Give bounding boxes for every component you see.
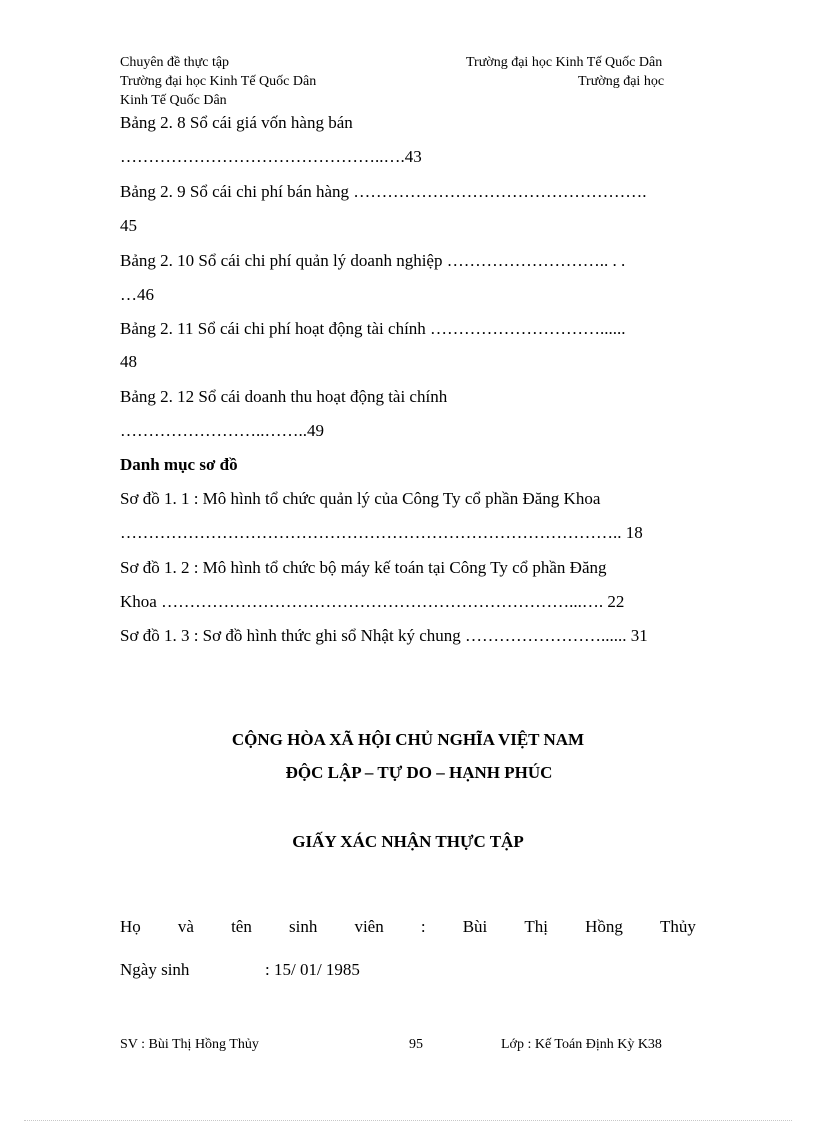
toc-bang-2-9-title: Bảng 2. 9 Sổ cái chi phí bán hàng ……………………………………………. xyxy=(120,182,647,201)
toc-bang-2-9-page: 45 xyxy=(120,216,137,235)
diagram-1-1-title: Sơ đồ 1. 1 : Mô hình tổ chức quản lý của Công Ty cổ phần Đăng Khoa xyxy=(120,489,601,508)
dob-value: : 15/ 01/ 1985 xyxy=(265,960,360,979)
header-right-line1: Trường đại học Kinh Tế Quốc Dân xyxy=(466,55,663,70)
footer-class: Lớp : Kế Toán Định Kỳ K38 xyxy=(501,1037,662,1052)
name-word: và xyxy=(177,917,194,936)
header-left-line1: Chuyên đề thực tập xyxy=(120,55,230,70)
diagram-1-1-leader: …………………………………………………………………………….. 18 xyxy=(120,523,643,542)
toc-bang-2-11-title: Bảng 2. 11 Sổ cái chi phí hoạt động tài chính …………………………...... xyxy=(120,319,626,338)
toc-bang-2-8-title: Bảng 2. 8 Sổ cái giá vốn hàng bán xyxy=(120,113,353,132)
header-left-line2: Trường đại học Kinh Tế Quốc Dân xyxy=(120,74,317,89)
page-bottom-border xyxy=(24,1120,792,1121)
dob-label: Ngày sinh xyxy=(120,960,190,979)
footer-student: SV : Bùi Thị Hồng Thủy xyxy=(120,1037,259,1052)
name-word: Hồng xyxy=(585,917,623,936)
diagram-1-2-title: Sơ đồ 1. 2 : Mô hình tổ chức bộ máy kế toán tại Công Ty cổ phần Đăng xyxy=(120,558,607,577)
name-word: viên xyxy=(354,917,384,936)
nation-title: CỘNG HÒA XÃ HỘI CHỦ NGHĨA VIỆT NAM xyxy=(231,730,585,749)
name-word: sinh xyxy=(288,917,318,936)
diagram-1-2-leader: Khoa ………………………………………………………………...…. 22 xyxy=(120,592,625,611)
toc-bang-2-12-title: Bảng 2. 12 Sổ cái doanh thu hoạt động tài chính xyxy=(120,387,448,406)
name-word: tên xyxy=(231,917,252,936)
toc-bang-2-8-leader: ………………………………………..….43 xyxy=(120,147,422,166)
header-right-line2: Trường đại học xyxy=(578,74,665,89)
diagram-1-3-entry: Sơ đồ 1. 3 : Sơ đồ hình thức ghi sổ Nhật ký chung ……………………...... 31 xyxy=(120,626,648,645)
footer-page-number: 95 xyxy=(409,1037,423,1052)
name-word: Thủy xyxy=(660,917,696,936)
toc-bang-2-10-title: Bảng 2. 10 Sổ cái chi phí quản lý doanh nghiệp ……………………….. . . xyxy=(120,251,626,270)
motto: ĐỘC LẬP – TỰ DO – HẠNH PHÚC xyxy=(285,763,553,782)
student-name-row xyxy=(120,916,696,938)
certificate-title: GIẤY XÁC NHẬN THỰC TẬP xyxy=(292,832,524,851)
name-word: Họ xyxy=(120,917,141,936)
toc-bang-2-11-page: 48 xyxy=(120,352,137,371)
name-word: : xyxy=(420,917,426,936)
diagram-list-heading: Danh mục sơ đồ xyxy=(120,455,238,474)
header-left-line3: Kinh Tế Quốc Dân xyxy=(120,93,227,108)
name-word: Thị xyxy=(524,917,549,936)
toc-bang-2-10-page: …46 xyxy=(120,285,154,304)
name-word: Bùi xyxy=(462,917,488,936)
toc-bang-2-12-leader: ……………………..……..49 xyxy=(120,421,324,440)
